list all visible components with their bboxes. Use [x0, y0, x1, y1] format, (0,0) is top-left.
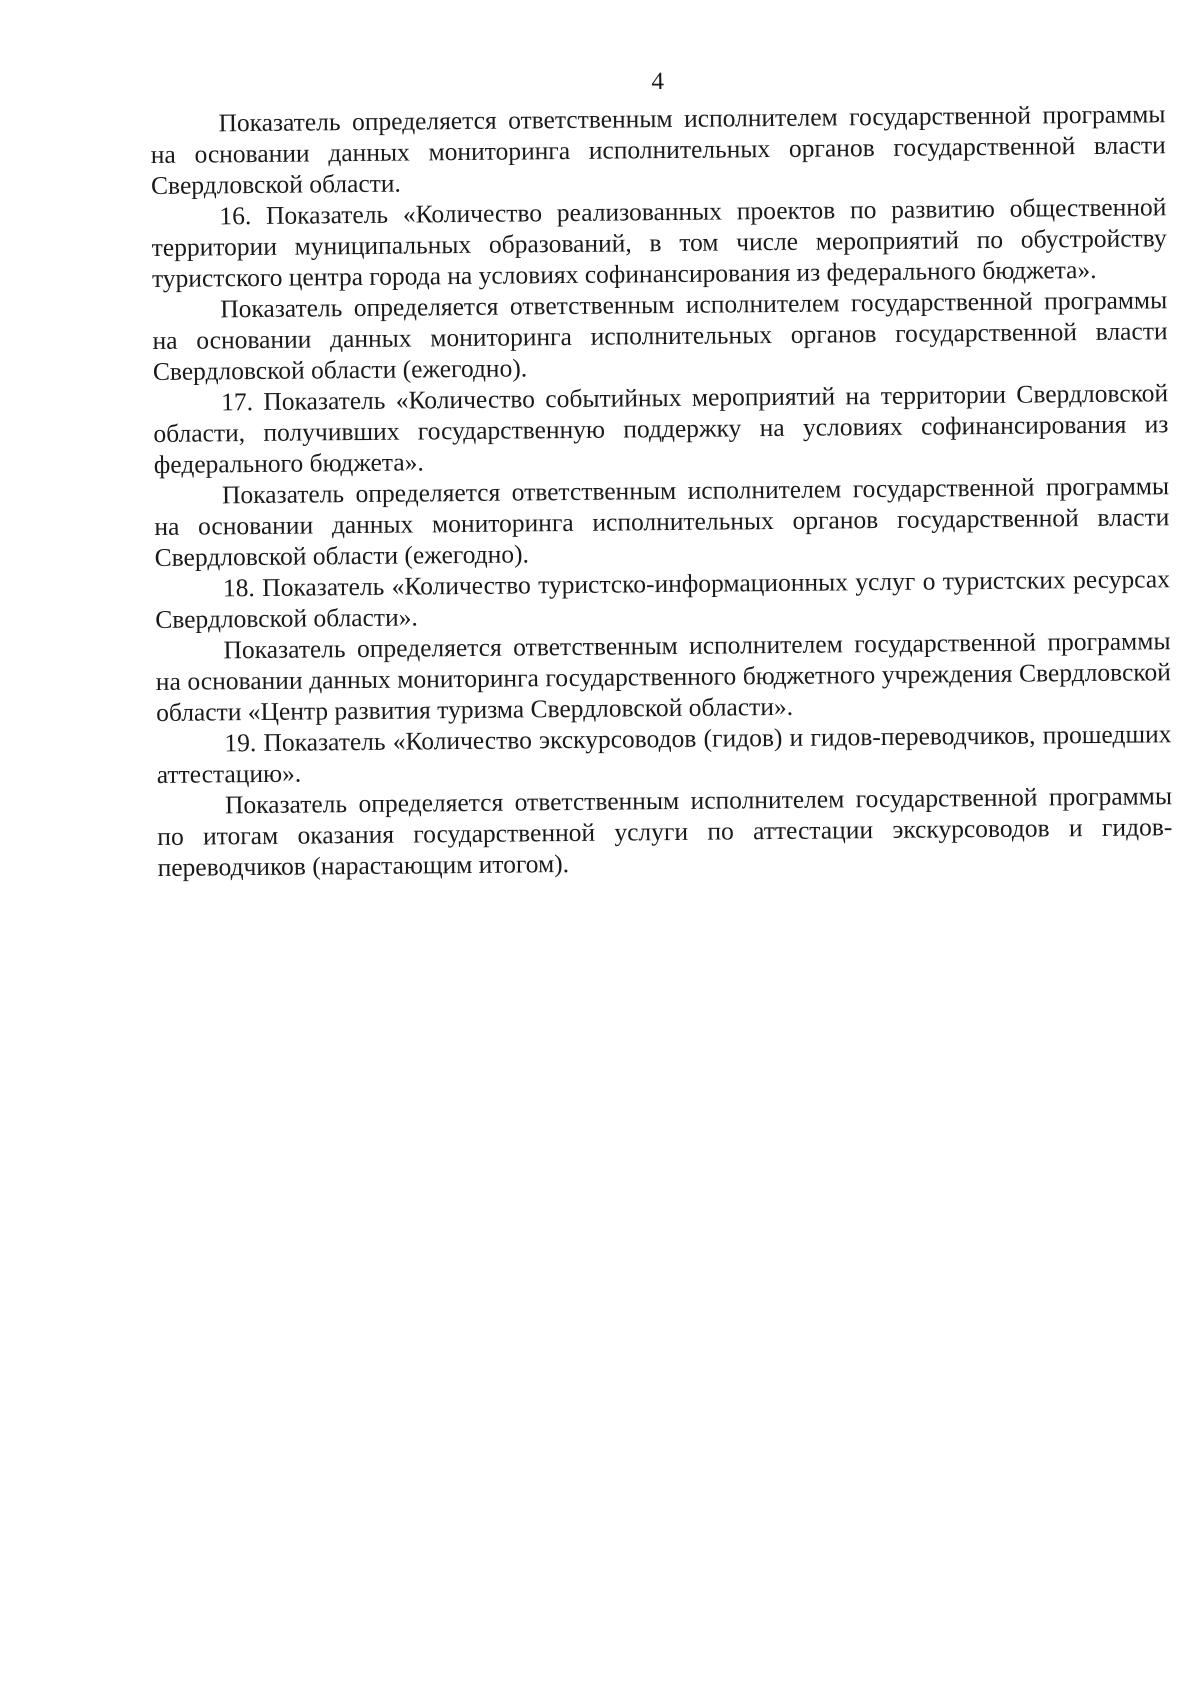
paragraph-7: Показатель определяется ответственным исполнителем государственной программы на основании данных мониторинга государственного бюджетного учреждения Свердловской области «Центр развития туризма Свердловской области».	[155, 626, 1171, 727]
paragraph-6: 18. Показатель «Количество туристско-информационных услуг о туристских ресурсах Свердловской области».	[155, 564, 1171, 634]
paragraph-3: Показатель определяется ответственным исполнителем государственной программы на основании данных мониторинга исполнительных органов государственной власти Свердловской области (ежегодно).	[152, 285, 1168, 386]
page-number: 4	[651, 68, 664, 96]
paragraph-2: 16. Показатель «Количество реализованных проектов по развитию общественной территории муниципальных образований, в том числе мероприятий по обустройству туристского центра города на условиях софинансирования из федерального бюджета».	[151, 192, 1167, 293]
paragraph-4: 17. Показатель «Количество событийных мероприятий на территории Свердловской области, получивших государственную поддержку на условиях софинансирования из федерального бюджета».	[153, 378, 1169, 479]
paragraph-9: Показатель определяется ответственным исполнителем государственной программы по итогам оказания государственной услуги по аттестации экскурсоводов и гидов-переводчиков (нарастающим итогом).	[157, 781, 1173, 882]
scanned-text-block	[150, 62, 1173, 883]
paragraph-5: Показатель определяется ответственным исполнителем государственной программы на основании данных мониторинга исполнительных органов государственной власти Свердловской области (ежегодно).	[154, 471, 1170, 572]
paragraph-8: 19. Показатель «Количество экскурсоводов (гидов) и гидов-переводчиков, прошедших аттестацию».	[156, 719, 1172, 789]
paragraph-1: Показатель определяется ответственным исполнителем государственной программы на основании данных мониторинга исполнительных органов государственной власти Свердловской области.	[150, 99, 1166, 200]
